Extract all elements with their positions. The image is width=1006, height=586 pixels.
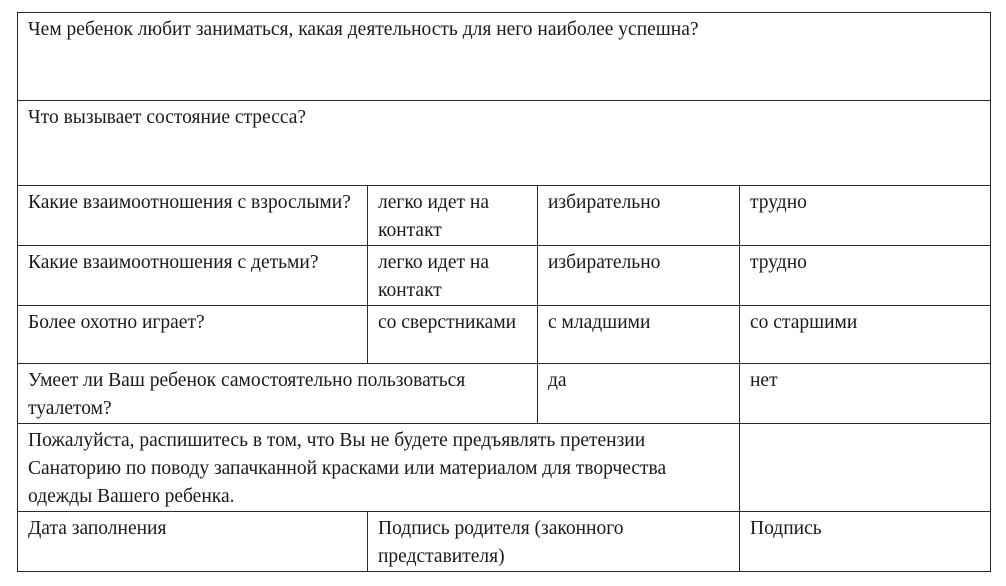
stress-row xyxy=(18,101,991,186)
toilet-option-yes[interactable]: да xyxy=(538,364,740,424)
toilet-row xyxy=(18,364,991,424)
children-row xyxy=(18,246,991,306)
date-field[interactable]: Дата заполнения xyxy=(18,512,368,572)
activity-question-cell[interactable] xyxy=(18,13,991,101)
signature-field[interactable]: Подпись xyxy=(740,512,991,572)
children-option-selective[interactable]: избирательно xyxy=(538,246,740,306)
consent-row xyxy=(18,424,991,512)
stress-question: Что вызывает состояние стресса? xyxy=(28,107,307,128)
children-option-contact[interactable]: легко идет на контакт xyxy=(368,246,538,306)
play-option-younger[interactable]: с младшими xyxy=(538,306,740,364)
adults-row xyxy=(18,186,991,246)
children-question: Какие взаимоотношения с детьми? xyxy=(18,246,368,306)
consent-text: Пожалуйста, распишитесь в том, что Вы не будете предъявлять претензии Санаторию по поводу запачканной красками или материалом для творчества одежды Вашего ребенка. xyxy=(18,424,740,512)
questionnaire-table xyxy=(17,12,991,572)
play-option-older[interactable]: со старшими xyxy=(740,306,991,364)
stress-question-cell[interactable] xyxy=(18,101,991,186)
signature-row xyxy=(18,512,991,572)
adults-option-contact[interactable]: легко идет на контакт xyxy=(368,186,538,246)
activity-question: Чем ребенок любит заниматься, какая деятельность для него наиболее успешна? xyxy=(28,19,699,40)
adults-question: Какие взаимоотношения с взрослыми? xyxy=(18,186,368,246)
adults-option-selective[interactable]: избирательно xyxy=(538,186,740,246)
play-option-peers[interactable]: со сверстниками xyxy=(368,306,538,364)
toilet-option-no[interactable]: нет xyxy=(740,364,991,424)
activity-row xyxy=(18,13,991,101)
consent-signature-field[interactable] xyxy=(740,424,991,512)
toilet-question: Умеет ли Ваш ребенок самостоятельно пользоваться туалетом? xyxy=(18,364,538,424)
play-question: Более охотно играет? xyxy=(18,306,368,364)
adults-option-difficult[interactable]: трудно xyxy=(740,186,991,246)
children-option-difficult[interactable]: трудно xyxy=(740,246,991,306)
parent-signature-field[interactable]: Подпись родителя (законного представителя) xyxy=(368,512,740,572)
play-row xyxy=(18,306,991,364)
